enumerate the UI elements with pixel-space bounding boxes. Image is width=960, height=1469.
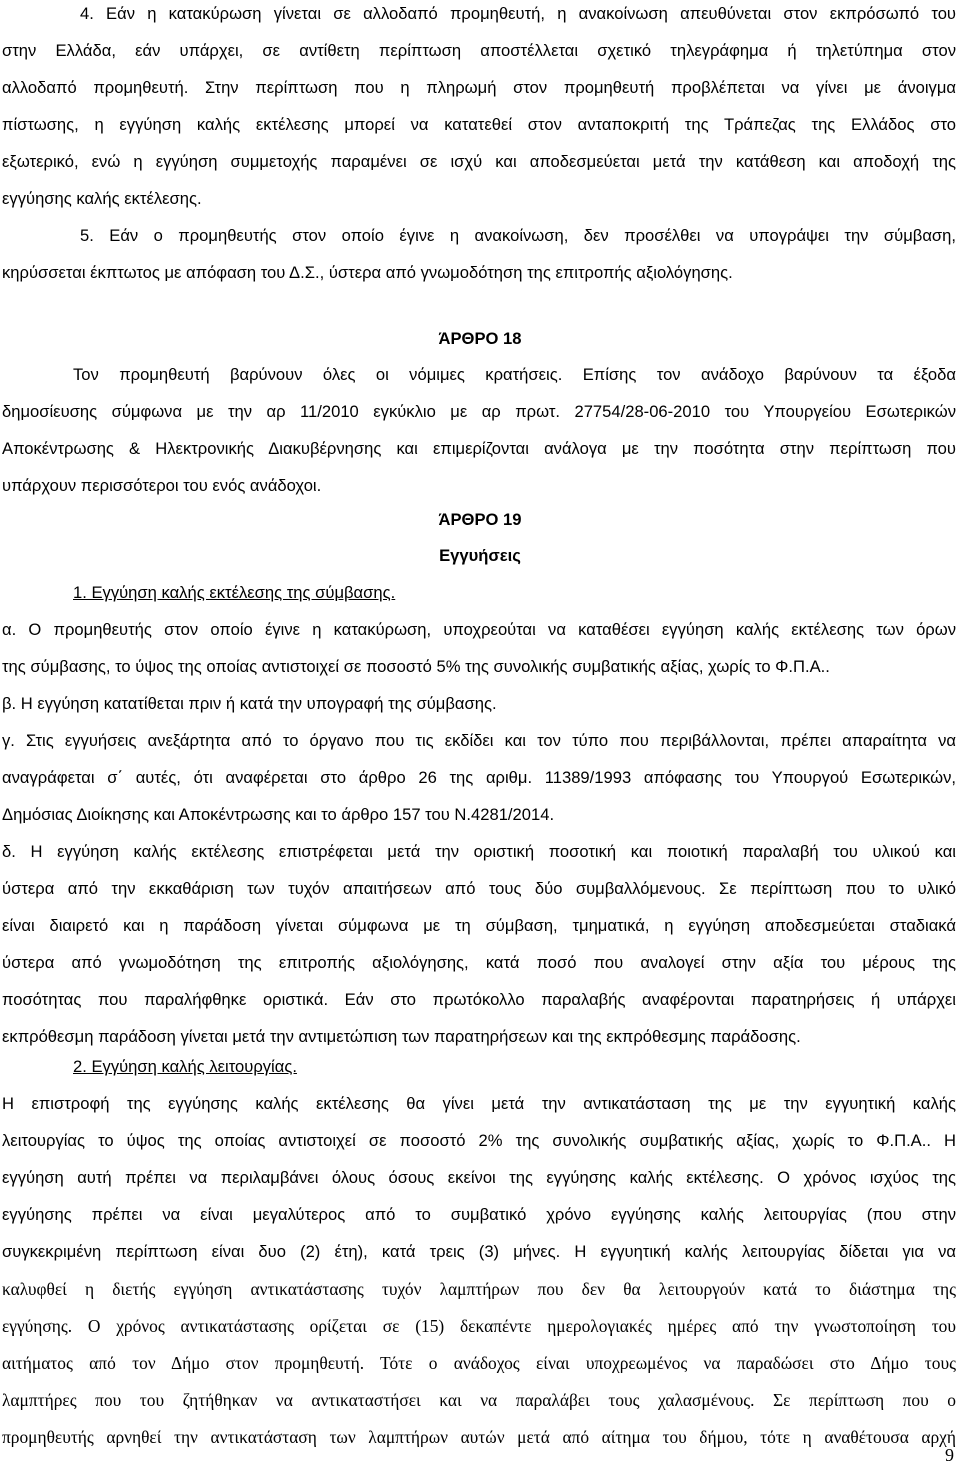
section-2-title: 2. Εγγύηση καλής λειτουργίας.	[73, 1057, 297, 1076]
article-18-heading: ΆΡΘΡΟ 18	[438, 329, 522, 348]
paragraph-line: ύστερα από την εκκαθάριση των τυχόν απαιτήσεων από τους δύο συμβαλλόμενους. Σε περίπτωση που το υλικό	[2, 879, 956, 898]
paragraph-line: ύστερα από γνωμοδότηση της επιτροπής αξιολόγησης, κατά ποσό που αναλογεί στην αξία του μέρους της	[2, 953, 956, 972]
paragraph-line: στην Ελλάδα, εάν υπάρχει, σε αντίθετη περίπτωση αποστέλλεται σχετικό τηλεγράφημα ή τηλετύπημα στον	[2, 41, 956, 60]
paragraph-line: κηρύσσεται έκπτωτος με απόφαση του Δ.Σ., ύστερα από γνωμοδότηση της επιτροπής αξιολόγησης.	[2, 263, 733, 282]
paragraph-line: συγκεκριμένη περίπτωση είναι δυο (2) έτη), κατά τρεις (3) μήνες. Η εγγυητική καλής λειτουργίας δίδεται για να	[2, 1242, 956, 1261]
paragraph-line: εγγύησης καλής εκτέλεσης.	[2, 189, 202, 208]
paragraph-line: δημοσίευσης σύμφωνα με την αρ 11/2010 εγκύκλιο με αρ πρωτ. 27754/28-06-2010 του Υπουργείου Εσωτερικών	[2, 402, 956, 421]
paragraph-line: Η επιστροφή της εγγύησης καλής εκτέλεσης θα γίνει μετά την αντικατάσταση της με την εγγυητική καλής	[2, 1094, 956, 1113]
paragraph-line: εγγύησης πρέπει να είναι μεγαλύτερος από το συμβατικό χρόνο εγγύησης καλής λειτουργίας (που στην	[2, 1205, 956, 1224]
article-19-subheading: Εγγυήσεις	[439, 546, 521, 565]
paragraph-line: Δημόσιας Διοίκησης και Αποκέντρωσης και το άρθρο 157 του Ν.4281/2014.	[2, 805, 555, 824]
paragraph-line: λαμπτήρες που του ζητήθηκαν να αντικαταστήσει και να παραλάβει τους χαλασμένους. Σε περίπτωση που ο	[2, 1390, 956, 1410]
paragraph-line: αιτήματος από τον Δήμο στον προμηθευτή. Τότε ο ανάδοχος είναι υποχρεωμένος να παραδώσει στο Δήμο τους	[2, 1353, 956, 1373]
paragraph-line: υπάρχουν περισσότεροι του ενός ανάδοχοι.	[2, 476, 322, 495]
paragraph-line: της σύμβασης, το ύψος της οποίας αντιστοιχεί σε ποσοστό 5% της συνολικής συμβατικής αξίας, χωρίς το Φ.Π.Α..	[2, 657, 830, 676]
paragraph-line: εγγύησης. Ο χρόνος αντικατάστασης ορίζεται σε (15) δεκαπέντε ημερολογιακές ημέρες από την γνωστοποίηση του	[2, 1316, 956, 1336]
paragraph-line: 5. Εάν ο προμηθευτής στον οποίο έγινε η ανακοίνωση, δεν προσέλθει να υπογράψει την σύμβαση,	[80, 226, 956, 245]
paragraph-line: καλυφθεί η διετής εγγύηση αντικατάστασης τυχόν λαμπτήρων που δεν θα λειτουργούν κατά το διάστημα της	[2, 1279, 956, 1299]
paragraph-line: αναγράφεται σ΄ αυτές, ότι αναφέρεται στο άρθρο 26 της αριθμ. 11389/1993 απόφασης του Υπουργού Εσωτερικών,	[2, 768, 956, 787]
paragraph-line: ποσότητας που παραλήφθηκε οριστικά. Εάν στο πρωτόκολλο παραλαβής αναφέρονται παρατηρήσεις ή υπάρχει	[2, 990, 956, 1009]
paragraph-line: προμηθευτής αρνηθεί την αντικατάσταση των λαμπτήρων αυτών μετά από αίτημα του δήμου, τότε η αναθέτουσα αρχή	[2, 1427, 956, 1447]
paragraph-line: γ. Στις εγγυήσεις ανεξάρτητα από το όργανο που τις εκδίδει και τον τύπο που περιβάλλονται, πρέπει απαραίτητα να	[2, 731, 956, 750]
page-number: 9	[945, 1445, 954, 1465]
paragraph-line: δ. Η εγγύηση καλής εκτέλεσης επιστρέφεται μετά την οριστική ποσοτική και ποιοτική παραλαβή του υλικού και	[2, 842, 956, 861]
paragraph-line: α. Ο προμηθευτής στον οποίο έγινε η κατακύρωση, υποχρεούται να καταθέσει εγγύηση καλής εκτέλεσης των όρων	[2, 620, 956, 639]
paragraph-line: 4. Εάν η κατακύρωση γίνεται σε αλλοδαπό προμηθευτή, η ανακοίνωση απευθύνεται στον εκπρόσωπό του	[80, 4, 956, 23]
section-1-title: 1. Εγγύηση καλής εκτέλεσης της σύμβασης.	[73, 583, 396, 602]
paragraph-line: εκπρόθεσμη παράδοση γίνεται μετά την αντιμετώπιση των παρατηρήσεων και της εκπρόθεσμης παράδοσης.	[2, 1027, 801, 1046]
paragraph-line: είναι διαιρετό και η παράδοση γίνεται σύμφωνα με τη σύμβαση, τμηματικά, η εγγύηση αποδεσμεύεται σταδιακά	[2, 916, 956, 935]
paragraph-line: λειτουργίας το ύψος της οποίας αντιστοιχεί σε ποσοστό 2% της συνολικής συμβατικής αξίας, χωρίς το Φ.Π.Α.. Η	[2, 1131, 956, 1150]
article-19-heading: ΆΡΘΡΟ 19	[438, 510, 522, 529]
paragraph-line: Αποκέντρωσης & Ηλεκτρονικής Διακυβέρνησης και επιμερίζονται ανάλογα με την ποσότητα στην περίπτωση που	[2, 439, 956, 458]
paragraph-line: β. Η εγγύηση κατατίθεται πριν ή κατά την υπογραφή της σύμβασης.	[2, 694, 497, 713]
paragraph-line: Τον προμηθευτή βαρύνουν όλες οι νόμιμες κρατήσεις. Επίσης τον ανάδοχο βαρύνουν τα έξοδα	[73, 365, 956, 384]
paragraph-line: εξωτερικό, ενώ η εγγύηση συμμετοχής παραμένει σε ισχύ και αποδεσμεύεται μετά την κατάθεση και αποδοχή της	[2, 152, 956, 171]
paragraph-line: εγγύηση αυτή πρέπει να περιλαμβάνει όλους όσους εκείνοι της εγγύησης καλής εκτέλεσης. Ο χρόνος ισχύος της	[2, 1168, 956, 1187]
paragraph-line: αλλοδαπό προμηθευτή. Στην περίπτωση που η πληρωμή στον προμηθευτή προβλέπεται να γίνει με άνοιγμα	[2, 78, 956, 97]
paragraph-line: πίστωσης, η εγγύηση καλής εκτέλεσης μπορεί να κατατεθεί στον ανταποκριτή της Τράπεζας της Ελλάδος στο	[2, 115, 956, 134]
